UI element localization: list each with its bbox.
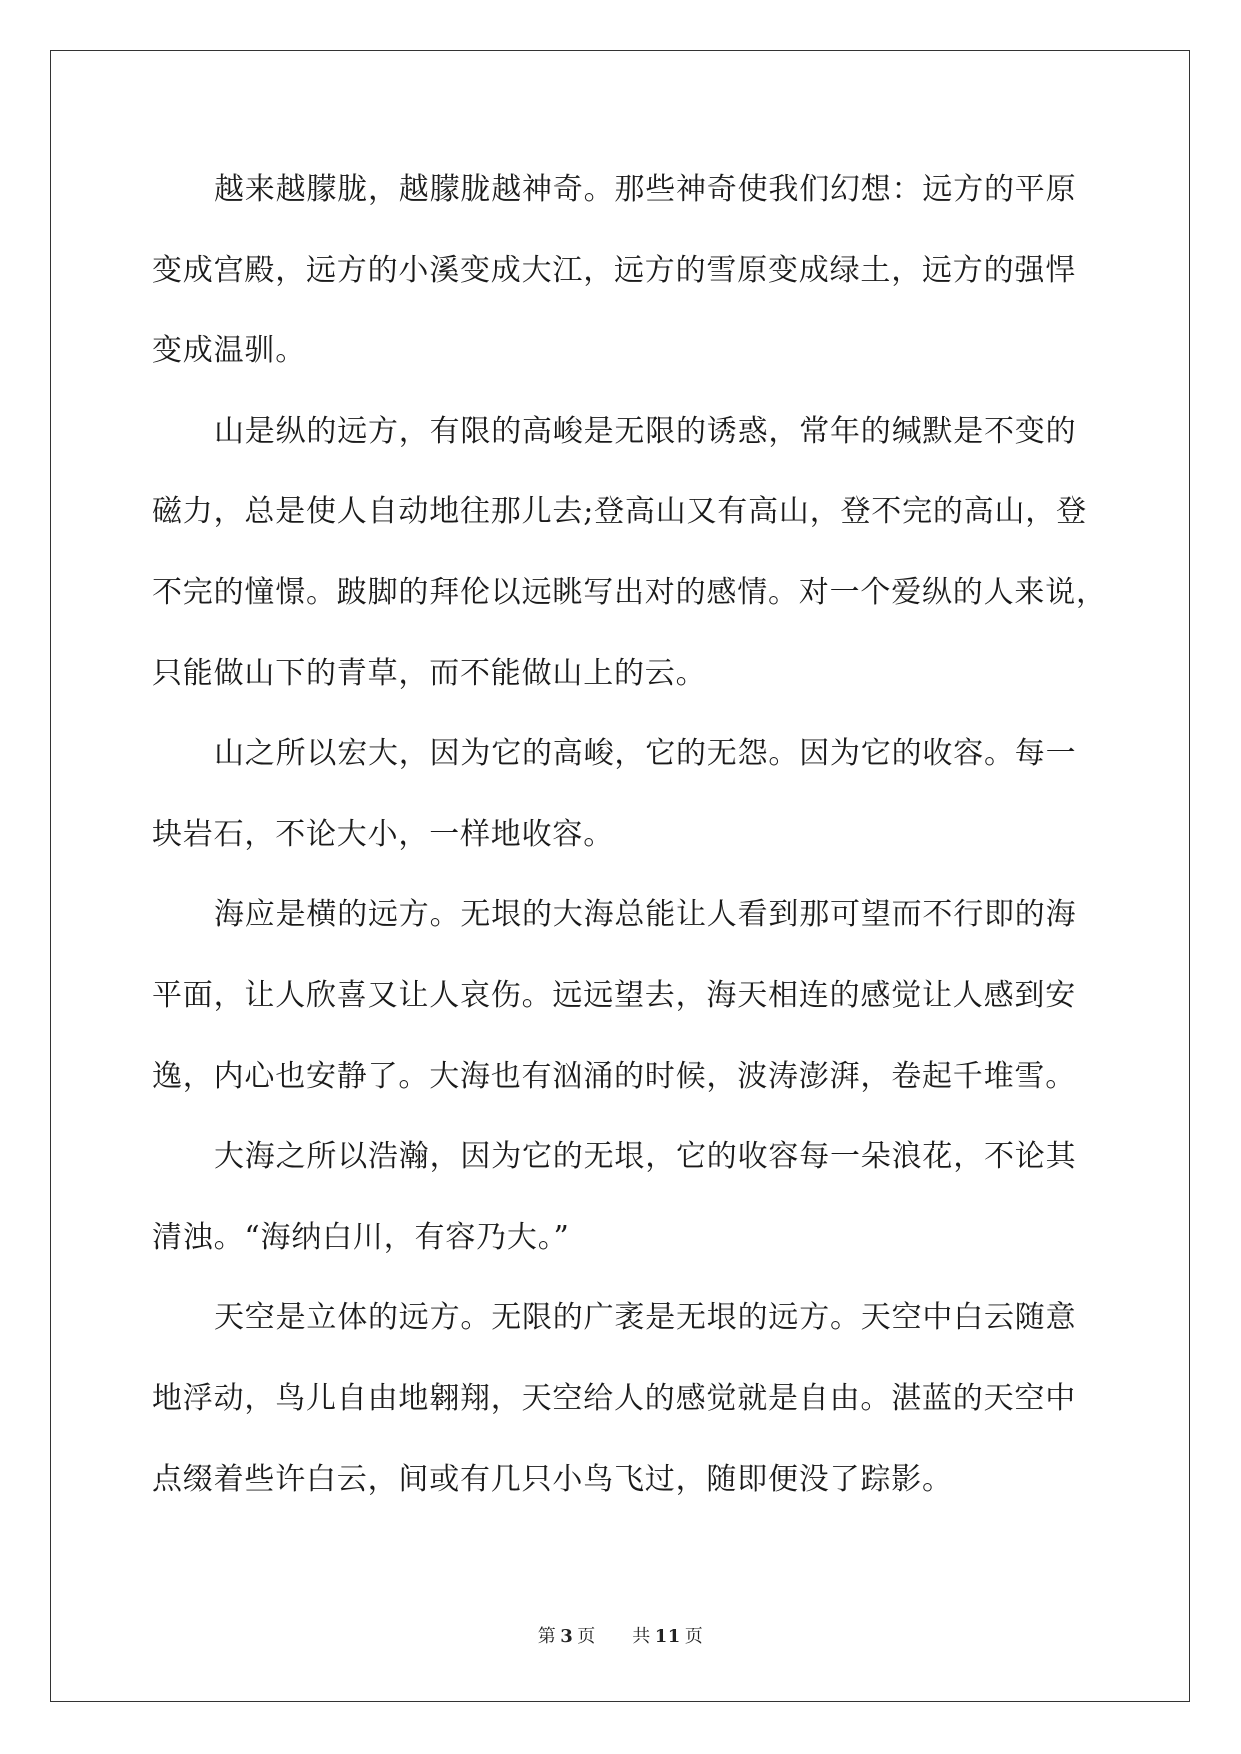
text-line: 平面，让人欣喜又让人哀伤。远远望去，海天相连的感觉让人感到安 <box>152 977 1076 1013</box>
total-prefix: 共 <box>632 1626 651 1647</box>
paragraph-1 <box>152 150 1102 392</box>
page-footer <box>0 1622 1241 1648</box>
text-line: 点缀着些许白云，间或有几只小鸟飞过，随即便没了踪影。 <box>152 1461 953 1497</box>
paragraph-6 <box>152 1278 1102 1520</box>
text-line: 山之所以宏大，因为它的高峻，它的无怨。因为它的收容。每一 <box>214 736 1077 772</box>
page-prefix: 第 <box>537 1626 557 1647</box>
text-line: 只能做山下的青草，而不能做山上的云。 <box>152 655 707 691</box>
document-body <box>152 150 1107 1520</box>
text-line: 天空是立体的远方。无限的广袤是无垠的远方。天空中白云随意 <box>214 1300 1077 1336</box>
paragraph-4 <box>152 875 1102 1117</box>
paragraph-5 <box>152 1117 1102 1278</box>
text-line: 块岩石，不论大小，一样地收容。 <box>152 816 614 852</box>
text-line: 山是纵的远方，有限的高峻是无限的诱惑，常年的缄默是不变的 <box>214 413 1077 449</box>
text-line: 海应是横的远方。无垠的大海总能让人看到那可望而不行即的海 <box>214 897 1077 933</box>
text-line: 逸，内心也安静了。大海也有汹涌的时候，波涛澎湃，卷起千堆雪。 <box>152 1058 1076 1094</box>
text-line: 变成温驯。 <box>152 333 306 369</box>
text-line: 变成宫殿，远方的小溪变成大江，远方的雪原变成绿土，远方的强悍 <box>152 252 1076 288</box>
text-line: 大海之所以浩瀚，因为它的无垠，它的收容每一朵浪花，不论其 <box>214 1139 1077 1175</box>
text-line: 不完的憧憬。跛脚的拜伦以远眺写出对的感情。对一个爱纵的人来说， <box>152 574 1107 610</box>
page-total: 11 <box>654 1626 681 1647</box>
text-line: 越来越朦胧，越朦胧越神奇。那些神奇使我们幻想：远方的平原 <box>214 172 1077 207</box>
paragraph-3 <box>152 714 1102 875</box>
text-line: 磁力，总是使人自动地往那儿去;登高山又有高山，登不完的高山，登 <box>152 494 1087 530</box>
page-suffix: 页 <box>577 1626 596 1647</box>
paragraph-2 <box>152 392 1107 714</box>
text-line: 清浊。“海纳白川，有容乃大。” <box>152 1219 570 1255</box>
text-line: 地浮动，鸟儿自由地翱翔，天空给人的感觉就是自由。湛蓝的天空中 <box>152 1380 1076 1416</box>
total-suffix: 页 <box>684 1626 704 1647</box>
page-current: 3 <box>560 1626 574 1647</box>
